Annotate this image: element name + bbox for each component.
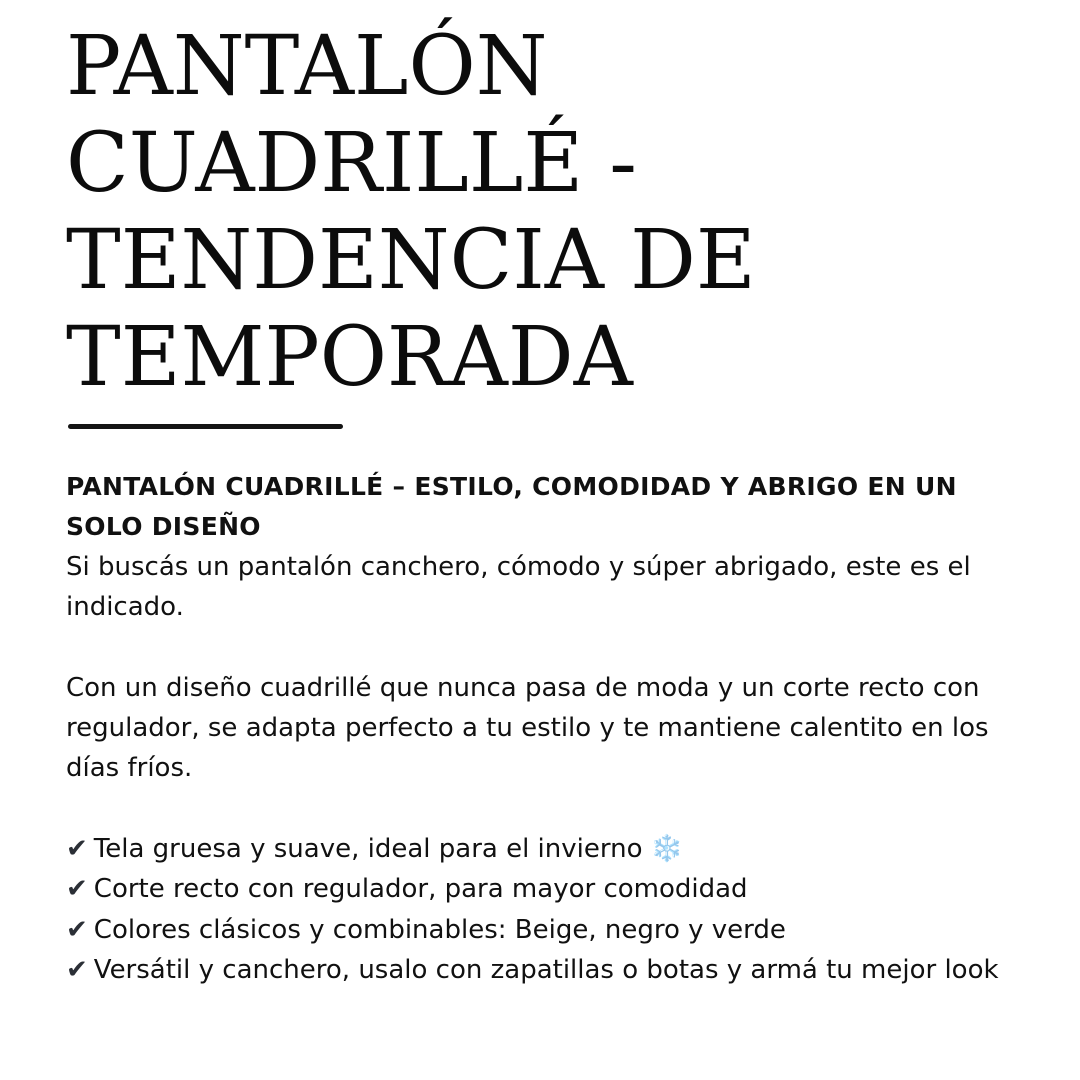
check-mark-icon: ✔ — [66, 954, 88, 985]
product-post — [66, 0, 1026, 985]
check-mark-icon: ✔ — [66, 874, 88, 905]
paragraph-spacer — [66, 789, 1026, 829]
feature-text: Versátil y canchero, usalo con zapatillas o botas y armá tu mejor look — [93, 954, 999, 985]
title-line-3: TENDENCIA DE — [66, 213, 756, 308]
description-paragraph: Con un diseño cuadrillé que nunca pasa de moda y un corte recto con regulador, se adapta perfecto a tu estilo y te mantiene calentito en los días fríos. — [66, 672, 989, 784]
feature-item — [66, 869, 1026, 909]
section-subheading: PANTALÓN CUADRILLÉ – ESTILO, COMODIDAD Y ABRIGO EN UN SOLO DISEÑO — [66, 472, 957, 541]
title-underline-divider — [68, 424, 343, 429]
page-title — [66, 0, 1026, 406]
title-line-4: TEMPORADA — [66, 310, 633, 405]
feature-item — [66, 950, 1026, 990]
feature-text: Corte recto con regulador, para mayor comodidad — [93, 874, 748, 905]
intro-paragraph: Si buscás un pantalón canchero, cómodo y súper abrigado, este es el indicado. — [66, 552, 971, 623]
check-mark-icon: ✔ — [66, 914, 88, 945]
title-line-2: CUADRILLÉ - — [66, 116, 637, 211]
title-line-1: PANTALÓN — [66, 19, 548, 114]
feature-text: Tela gruesa y suave, ideal para el invierno — [93, 834, 643, 865]
feature-item — [66, 910, 1026, 950]
paragraph-spacer — [66, 628, 1026, 668]
feature-item — [66, 829, 1026, 869]
product-description — [66, 467, 1026, 990]
feature-text: Colores clásicos y combinables: Beige, negro y verde — [93, 914, 786, 945]
snowflake-icon: ❄️ — [650, 834, 684, 865]
check-mark-icon: ✔ — [66, 834, 88, 865]
